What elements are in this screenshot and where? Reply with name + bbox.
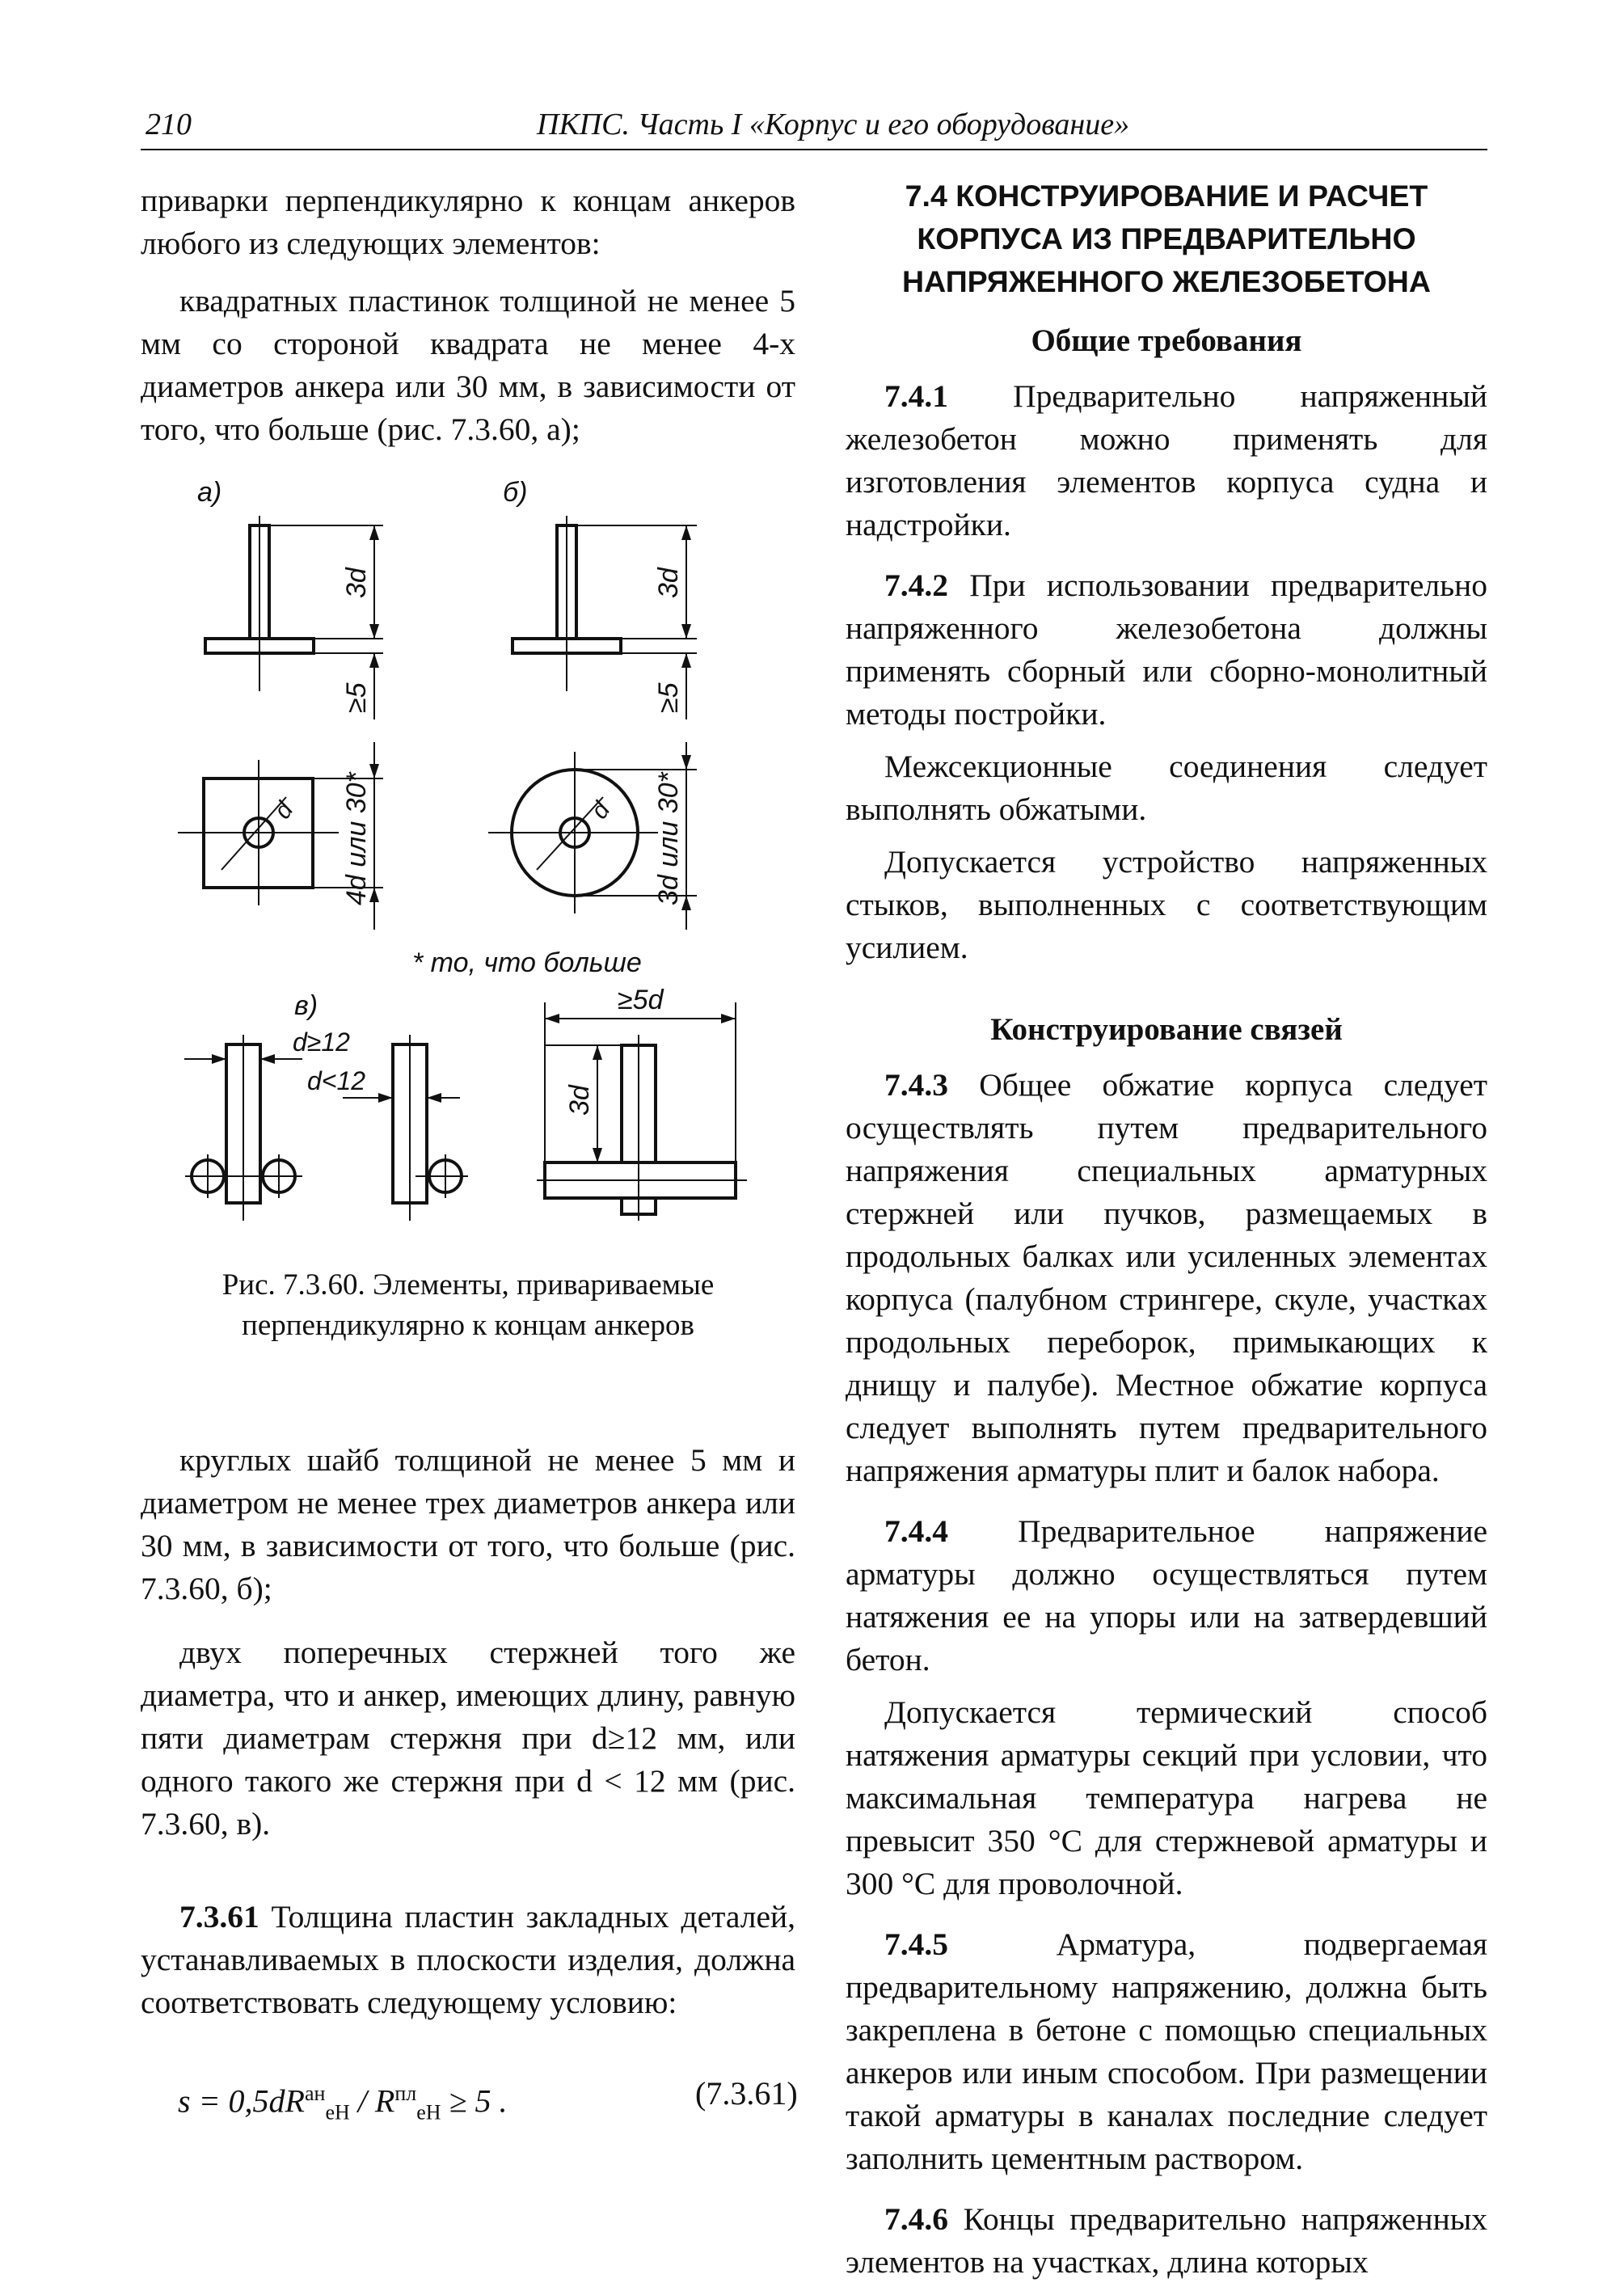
label-a: а): [197, 477, 222, 508]
list-item-square-plates: квадратных пластинок толщиной не менее 5 мм со стороной квадрата не менее 4-х диаметров анкера или 30 мм, в зависимости от того, что больше (рис. 7.3.60, а);: [141, 283, 795, 447]
page-number: 210: [146, 108, 192, 141]
paragraph-7-4-1: 7.4.1 Предварительно напряженный железобетон можно применять для изготовления элементов корпуса судна и надстройки.: [846, 378, 1487, 542]
dim-d-ge-12: d≥12: [293, 1027, 350, 1057]
running-title: ПКПС. Часть I «Корпус и его оборудование»: [537, 108, 1130, 141]
intro-paragraph: приварки перпендикулярно к концам анкеров любого из следующих элементов:: [141, 183, 795, 261]
paragraph-7-4-3: 7.4.3 Общее обжатие корпуса следует осуществлять путем предварительного напряжения специальных арматурных стержней или пучков, размещаемых в продольных балках или усиленных элементах корпуса (палубном стрингере, скуле, участках продольных переборок, примыкающих к днищу и палубе). Местное обжатие корпуса следует выполнять путем предварительного напряжения арматуры плит и балок набора.: [846, 1067, 1487, 1488]
footnote-larger: * то, что больше: [412, 947, 642, 978]
label-v: в): [294, 990, 318, 1021]
dim-5d: ≥5d: [618, 985, 664, 1015]
formula-number: (7.3.61): [695, 2075, 798, 2112]
dim-5-b: ≥5: [653, 682, 684, 713]
left-column-top: [141, 179, 795, 451]
paragraph-7-4-5: 7.4.5 Арматура, подвергаемая предварительному напряжению, должна быть закреплена в бетоне с помощью специальных анкеров или иным способом. При размещении такой арматуры в каналах последние следует заполнить цементным раствором.: [846, 1926, 1487, 2176]
right-column: [846, 175, 1487, 2284]
subheading-connections: Конструирование связей: [990, 1012, 1343, 1047]
paragraph-7-4-2-b: Межсекционные соединения следует выполнять обжатыми.: [846, 749, 1487, 827]
running-header: [141, 107, 1487, 150]
caption-line-2: перпендикулярно к концам анкеров: [242, 1309, 694, 1342]
paragraph-7-3-61: 7.3.61 Толщина пластин закладных деталей, устанавливаемых в плоскости изделия, должна соответствовать следующему условию:: [141, 1899, 795, 2020]
paragraph-7-4-4: 7.4.4 Предварительное напряжение арматуры должно осуществляться путем натяжения ее на упоры или на затвердевший бетон.: [846, 1513, 1487, 1677]
label-b: б): [503, 477, 528, 508]
dim-d-lt-12: d<12: [307, 1066, 366, 1095]
paragraph-7-4-2-c: Допускается устройство напряженных стыков, выполненных с соответствующим усилием.: [846, 844, 1487, 965]
dim-3d-a: 3d: [341, 567, 372, 598]
anchor-elements-drawing: [141, 477, 795, 1269]
subheading-general: Общие требования: [1031, 323, 1302, 358]
dim-3d-b: 3d: [653, 567, 684, 598]
figure-7-3-60: [141, 477, 795, 1350]
caption-line-1: Рис. 7.3.60. Элементы, привариваемые: [221, 1268, 715, 1302]
section-title: 7.4 КОНСТРУИРОВАНИЕ И РАСЧЕТ КОРПУСА ИЗ ПРЕДВАРИТЕЛЬНО НАПРЯЖЕННОГО ЖЕЛЕЗОБЕТОНА: [902, 179, 1431, 298]
dim-d-a: d: [268, 797, 299, 825]
figure-caption: [141, 1265, 795, 1346]
dim-4d-or-30: 4d или 30*: [341, 772, 372, 905]
dim-3d-v: 3d: [564, 1085, 595, 1116]
list-item-round-washers: круглых шайб толщиной не менее 5 мм и диаметром не менее трех диаметров анкера или 30 мм, в зависимости от того, что больше (рис. 7.3.60, б);: [141, 1442, 795, 1606]
paragraph-7-4-4-b: Допускается термический способ натяжения арматуры секций при условии, что максимальная температура нагрева не превысит 350 °С для стержневой арматуры и 300 °С для проволочной.: [846, 1694, 1487, 1901]
paragraph-7-4-6: 7.4.6 Концы предварительно напряженных элементов на участках, длина которых: [846, 2201, 1487, 2280]
formula-7-3-61: $s = 0,5dR^{ан}_{eH} / R^{пл}_{eH} \ge 5$ .: [178, 2082, 508, 2124]
dim-5-a: ≥5: [341, 682, 372, 713]
dim-d-b: d: [585, 797, 616, 825]
paragraph-7-4-2: 7.4.2 При использовании предварительно напряженного железобетона должны применять сборный или сборно-монолитный методы постройки.: [846, 567, 1487, 732]
left-column-bottom: [141, 1439, 795, 2024]
paragraph-number: 7.3.61: [179, 1899, 259, 1934]
dim-3d-or-30: 3d или 30*: [653, 772, 684, 905]
list-item-transverse-bars: двух поперечных стержней того же диаметра, что и анкер, имеющих длину, равную пяти диаметрам стержня при d≥12 мм, или одного такого же стержня при d < 12 мм (рис. 7.3.60, в).: [141, 1635, 795, 1842]
